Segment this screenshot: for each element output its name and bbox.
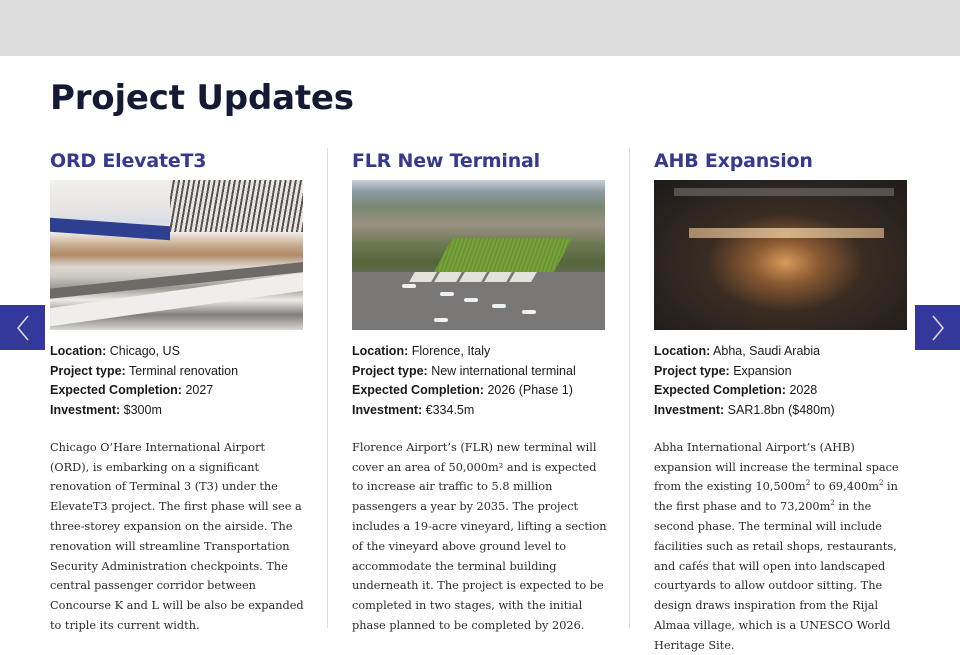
meta-value: Florence, Italy [411, 344, 491, 358]
carousel-prev-button[interactable] [0, 305, 45, 350]
meta-value: 2026 (Phase 1) [487, 383, 573, 398]
meta-label: Investment: [352, 403, 423, 418]
image-detail [440, 292, 454, 296]
image-detail [674, 188, 894, 196]
project-card-flr [352, 148, 607, 636]
meta-label: Expected Completion: [352, 383, 484, 398]
meta-label: Expected Completion: [50, 383, 182, 398]
meta-location [352, 342, 607, 362]
column-divider [629, 148, 630, 628]
superscript: 2 [805, 479, 811, 488]
image-detail [434, 318, 448, 322]
meta-value: €334.5m [425, 403, 475, 418]
image-detail [689, 228, 884, 238]
project-meta [352, 342, 607, 421]
meta-value: Expansion [733, 363, 792, 378]
meta-label: Project type: [352, 363, 428, 378]
meta-completion [50, 381, 305, 401]
meta-investment [50, 401, 305, 421]
meta-value: SAR1.8bn ($480m) [727, 403, 835, 418]
meta-value: Chicago, US [109, 344, 180, 358]
meta-location [50, 342, 305, 362]
meta-location [654, 342, 909, 362]
meta-label: Project type: [50, 363, 126, 378]
page-title: Project Updates [50, 78, 354, 118]
image-detail [432, 238, 572, 276]
chevron-right-icon [927, 313, 949, 343]
superscript: 2 [878, 479, 884, 488]
meta-label: Location: [352, 344, 409, 358]
project-description [654, 438, 910, 655]
project-title[interactable]: ORD ElevateT3 [50, 150, 207, 172]
meta-project-type [352, 362, 607, 382]
image-detail [402, 284, 416, 288]
project-description: Florence Airport’s (FLR) new terminal will cover an area of 50,000m² and is expected to increase air traffic to 5.8 million passengers a year by 2035. The project includes a 19-acre vineyard, lifting a section of the vineyard above ground level to accommodate the terminal building underneath it. The project is expected to be completed in two stages, with the initial phase planned to be completed by 2026. [352, 440, 607, 632]
meta-completion [654, 381, 909, 401]
desc-text: to 69,400m [810, 480, 879, 494]
meta-label: Location: [654, 344, 711, 358]
desc-text: Abha International Airport’s (AHB) expansion will increase the terminal space from the existing 10,500m [654, 440, 899, 494]
project-card-ord [50, 148, 305, 636]
project-title[interactable]: AHB Expansion [654, 150, 813, 172]
meta-value: $300m [123, 403, 162, 418]
top-header-bar [0, 0, 960, 56]
meta-label: Investment: [50, 403, 121, 418]
meta-label: Expected Completion: [654, 383, 786, 398]
meta-value: New international terminal [431, 363, 576, 378]
meta-value: Abha, Saudi Arabia [713, 344, 821, 358]
meta-project-type [654, 362, 909, 382]
image-detail [522, 310, 536, 314]
chevron-left-icon [12, 313, 34, 343]
image-detail [464, 298, 478, 302]
desc-text: in the second phase. The terminal will include facilities such as retail shops, restaurants, and cafés that will open into landscaped courtyards to allow outdoor sitting. The design draws inspiration from the Rijal Almaa village, which is a UNESCO World Heritage Site. [654, 500, 897, 652]
meta-label: Location: [50, 344, 107, 358]
project-image[interactable] [352, 180, 605, 330]
project-image[interactable] [654, 180, 907, 330]
image-detail [50, 218, 170, 240]
image-detail [170, 180, 303, 232]
project-meta [50, 342, 305, 421]
project-image[interactable] [50, 180, 303, 330]
column-divider [327, 148, 328, 628]
project-card-ahb [654, 148, 909, 655]
meta-value: 2027 [185, 383, 214, 398]
desc-text: in the first phase and to 73,200m [654, 480, 898, 514]
project-description: Chicago O’Hare International Airport (ORD), is embarking on a significant renovation of Terminal 3 (T3) under the ElevateT3 project. The first phase will see a three-storey expansion on the airside. The renovation will streamline Transportation Security Administration checkpoints. The central passenger corridor between Concourse K and L will be also be expanded to triple its current width. [50, 440, 304, 632]
meta-investment [352, 401, 607, 421]
carousel-next-button[interactable] [915, 305, 960, 350]
project-meta [654, 342, 909, 421]
superscript: 2 [830, 499, 835, 508]
meta-label: Project type: [654, 363, 730, 378]
meta-investment [654, 401, 909, 421]
project-title[interactable]: FLR New Terminal [352, 150, 540, 172]
meta-completion [352, 381, 607, 401]
meta-label: Investment: [654, 403, 725, 418]
meta-value: Terminal renovation [128, 363, 239, 378]
meta-project-type [50, 362, 305, 382]
image-detail [492, 304, 506, 308]
meta-value: 2028 [789, 383, 818, 398]
